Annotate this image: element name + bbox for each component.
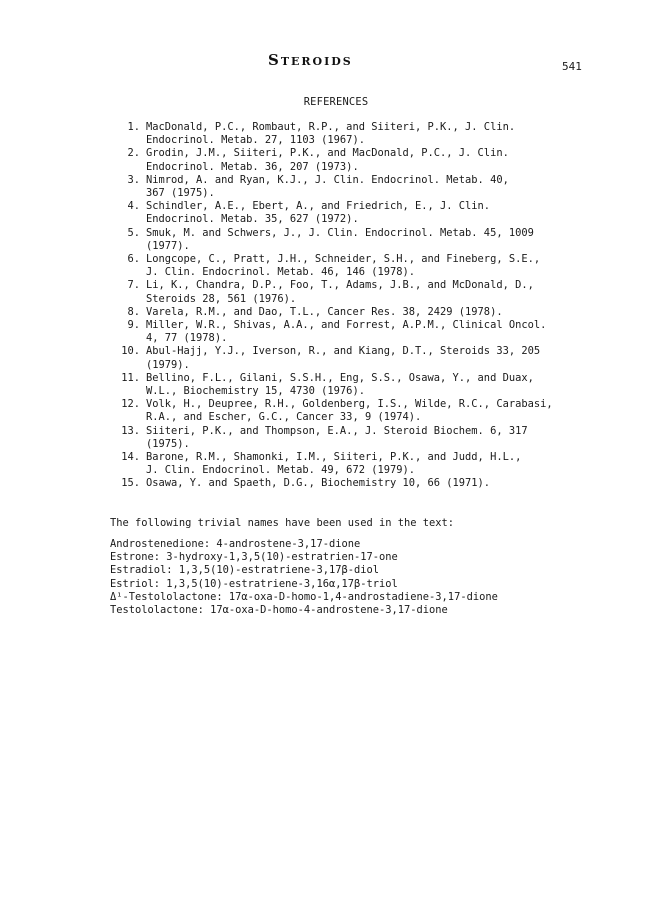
reference-text: MacDonald, P.C., Rombaut, R.P., and Siiteri, P.K., J. Clin. Endocrinol. Metab. 27, 1103 (1967). bbox=[146, 121, 516, 147]
reference-text: Bellino, F.L., Gilani, S.S.H., Eng, S.S., Osawa, Y., and Duax, W.L., Biochemistry 15, 4730 (1976). bbox=[146, 371, 534, 398]
reference-text: Grodin, J.M., Siiteri, P.K., and MacDonald, P.C., J. Clin. Endocrinol. Metab. 36, 207 (1973). bbox=[146, 147, 509, 173]
reference-item bbox=[112, 319, 582, 345]
trivial-name-entry: Δ¹-Testololactone: 17α-oxa-D-homo-1,4-androstadiene-3,17-dione bbox=[110, 590, 498, 603]
reference-number: 8. bbox=[127, 305, 140, 318]
reference-text: Osawa, Y. and Spaeth, D.G., Biochemistry 10, 66 (1971). bbox=[146, 477, 491, 490]
reference-item bbox=[112, 227, 582, 253]
reference-item bbox=[112, 306, 582, 319]
reference-number: 2. bbox=[127, 147, 140, 160]
reference-number: 9. bbox=[127, 319, 140, 332]
trivial-names-intro: The following trivial names have been used in the text: bbox=[110, 517, 455, 529]
running-head: Steroids bbox=[268, 51, 353, 69]
reference-text: Longcope, C., Pratt, J.H., Schneider, S.H., and Fineberg, S.E., J. Clin. Endocrinol. Metab. 46, 146 (1978). bbox=[146, 253, 541, 279]
reference-item bbox=[112, 121, 582, 147]
reference-number: 13. bbox=[121, 424, 140, 437]
reference-item bbox=[112, 147, 582, 173]
reference-list bbox=[112, 121, 582, 491]
trivial-name-entry: Estradiol: 1,3,5(10)-estratriene-3,17β-diol bbox=[110, 564, 379, 577]
reference-item bbox=[112, 200, 582, 226]
reference-item bbox=[112, 279, 582, 305]
trivial-name-entry: Estriol: 1,3,5(10)-estratriene-3,16α,17β-triol bbox=[110, 577, 398, 590]
reference-item bbox=[112, 425, 582, 451]
reference-item bbox=[112, 451, 582, 477]
trivial-names-list bbox=[110, 538, 498, 617]
reference-item bbox=[112, 345, 582, 371]
reference-number: 4. bbox=[127, 200, 140, 213]
reference-number: 3. bbox=[127, 173, 140, 186]
reference-item bbox=[112, 372, 582, 398]
reference-text: Nimrod, A. and Ryan, K.J., J. Clin. Endocrinol. Metab. 40, 367 (1975). bbox=[146, 173, 509, 200]
reference-number: 1. bbox=[127, 121, 140, 133]
reference-number: 11. bbox=[121, 371, 140, 384]
reference-text: Barone, R.M., Shamonki, I.M., Siiteri, P.K., and Judd, H.L., J. Clin. Endocrinol. Metab. 49, 672 (1979). bbox=[146, 451, 522, 477]
reference-number: 10. bbox=[121, 345, 140, 358]
reference-text: Miller, W.R., Shivas, A.A., and Forrest, A.P.M., Clinical Oncol. 4, 77 (1978). bbox=[146, 319, 547, 345]
reference-number: 15. bbox=[121, 477, 140, 490]
trivial-name-entry: Estrone: 3-hydroxy-1,3,5(10)-estratrien-17-one bbox=[110, 551, 398, 564]
reference-text: Siiteri, P.K., and Thompson, E.A., J. Steroid Biochem. 6, 317 (1975). bbox=[146, 424, 528, 450]
page-number: 541 bbox=[562, 60, 582, 73]
reference-item bbox=[112, 174, 582, 200]
reference-number: 5. bbox=[127, 226, 140, 239]
reference-item bbox=[112, 253, 582, 279]
reference-text: Volk, H., Deupree, R.H., Goldenberg, I.S., Wilde, R.C., Carabasi, R.A., and Escher, G.C., Cancer 33, 9 (1974). bbox=[146, 398, 553, 424]
references-title: REFERENCES bbox=[303, 96, 369, 108]
reference-number: 6. bbox=[127, 253, 140, 266]
reference-number: 12. bbox=[121, 398, 140, 411]
reference-item bbox=[112, 398, 582, 424]
reference-text: Li, K., Chandra, D.P., Foo, T., Adams, J.B., and McDonald, D., Steroids 28, 561 (1976). bbox=[146, 279, 534, 305]
reference-number: 14. bbox=[121, 451, 140, 464]
reference-item bbox=[112, 477, 582, 490]
reference-text: Varela, R.M., and Dao, T.L., Cancer Res. 38, 2429 (1978). bbox=[146, 305, 503, 318]
reference-text: Abul-Hajj, Y.J., Iverson, R., and Kiang, D.T., Steroids 33, 205 (1979). bbox=[146, 345, 541, 371]
reference-number: 7. bbox=[127, 279, 140, 292]
trivial-name-entry: Testololactone: 17α-oxa-D-homo-4-androstene-3,17-dione bbox=[110, 604, 448, 617]
reference-text: Schindler, A.E., Ebert, A., and Friedrich, E., J. Clin. Endocrinol. Metab. 35, 627 (1972). bbox=[146, 200, 491, 226]
reference-text: Smuk, M. and Schwers, J., J. Clin. Endocrinol. Metab. 45, 1009 (1977). bbox=[146, 226, 534, 252]
trivial-name-entry: Androstenedione: 4-androstene-3,17-dione bbox=[110, 538, 361, 550]
